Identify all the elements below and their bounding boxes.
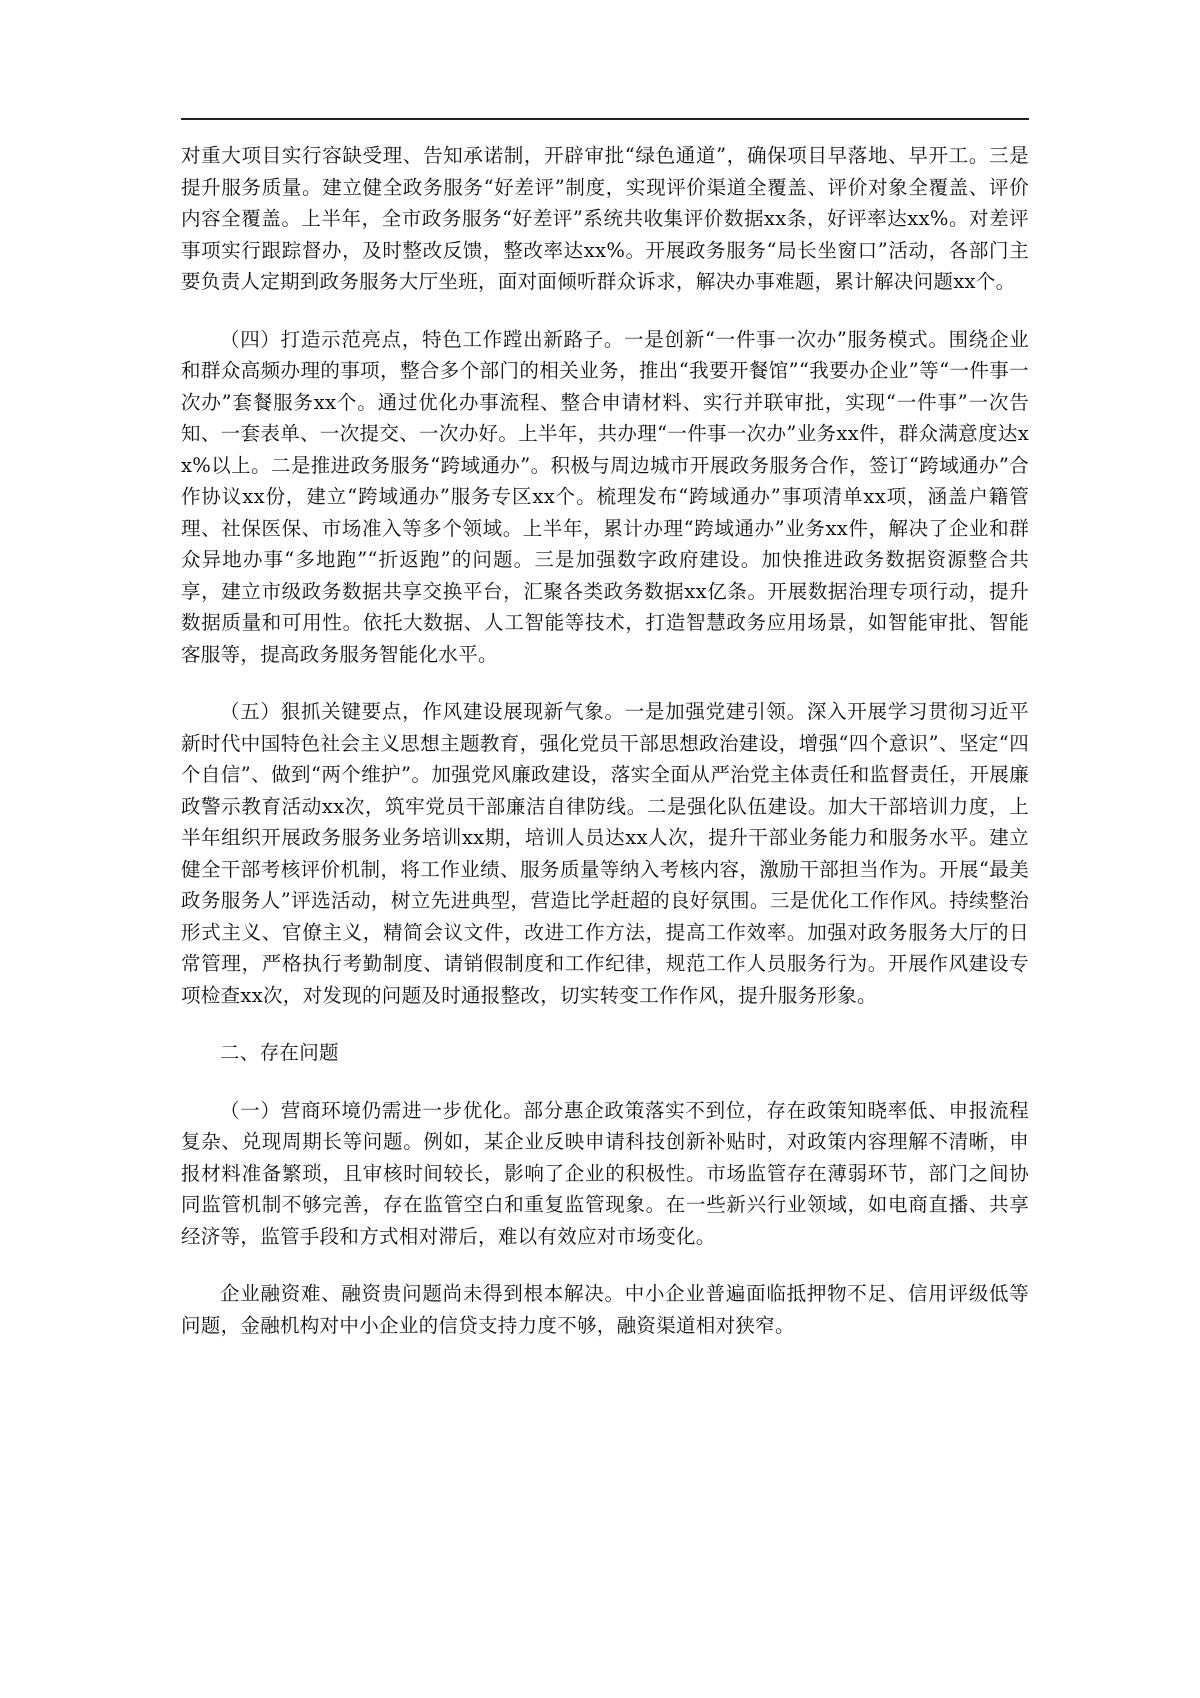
- header-rule: [181, 118, 1029, 120]
- paragraph-financing: 企业融资难、融资贵问题尚未得到根本解决。中小企业普遍面临抵押物不足、信用评级低等问题，金融机构对中小企业的信贷支持力度不够，融资渠道相对狭窄。: [181, 1282, 1029, 1337]
- section-heading-problems: 二、存在问题: [220, 1041, 339, 1064]
- paragraph-section-four: （四）打造示范亮点，特色工作蹚出新路子。一是创新“一件事一次办”服务模式。围绕企业和群众高频办理的事项，整合多个部门的相关业务，推出“我要开餐馆”“我要办企业”等“一件事一次办”套餐服务xx个。通过优化办事流程、整合申请材料、实行并联审批，实现“一件事”一次告知、一套表单、一次提交、一次办好。上半年，共办理“一件事一次办”业务xx件，群众满意度达xx%以上。二是推进政务服务“跨域通办”。积极与周边城市开展政务服务合作，签订“跨域通办”合作协议xx份，建立“跨域通办”服务专区xx个。梳理发布“跨域通办”事项清单xx项，涵盖户籍管理、社保医保、市场准入等多个领域。上半年，累计办理“跨域通办”业务xx件，解决了企业和群众异地办事“多地跑”“折返跑”的问题。三是加强数字政府建设。加快推进政务数据资源整合共享，建立市级政务数据共享交换平台，汇聚各类政务数据xx亿条。开展数据治理专项行动，提升数据质量和可用性。依托大数据、人工智能等技术，打造智慧政务应用场景，如智能审批、智能客服等，提高政务服务智能化水平。: [181, 327, 1029, 666]
- document-body: [181, 140, 1029, 1341]
- paragraph-section-five: （五）狠抓关键要点，作风建设展现新气象。一是加强党建引领。深入开展学习贯彻习近平新时代中国特色社会主义思想主题教育，强化党员干部思想政治建设，增强“四个意识”、坚定“四个自信”、做到“两个维护”。加强党风廉政建设，落实全面从严治党主体责任和监督责任，开展廉政警示教育活动xx次，筑牢党员干部廉洁自律防线。二是强化队伍建设。加大干部培训力度，上半年组织开展政务服务业务培训xx期，培训人员达xx人次，提升干部业务能力和服务水平。建立健全干部考核评价机制，将工作业绩、服务质量等纳入考核内容，激励干部担当作为。开展“最美政务服务人”评选活动，树立先进典型，营造比学赶超的良好氛围。三是优化工作作风。持续整治形式主义、官僚主义，精简会议文件，改进工作方法，提高工作效率。加强对政务服务大厅的日常管理，严格执行考勤制度、请销假制度和工作纪律，规范工作人员服务行为。开展作风建设专项检查xx次，对发现的问题及时通报整改，切实转变工作作风，提升服务形象。: [181, 700, 1029, 1007]
- paragraph-problem-one: （一）营商环境仍需进一步优化。部分惠企政策落实不到位，存在政策知晓率低、申报流程复杂、兑现周期长等问题。例如，某企业反映申请科技创新补贴时，对政策内容理解不清晰，申报材料准备繁琐，且审核时间较长，影响了企业的积极性。市场监管存在薄弱环节，部门之间协同监管机制不够完善，存在监管空白和重复监管现象。在一些新兴行业领域，如电商直播、共享经济等，监管手段和方式相对滞后，难以有效应对市场变化。: [181, 1098, 1029, 1248]
- paragraph-service-quality: 对重大项目实行容缺受理、告知承诺制，开辟审批“绿色通道”，确保项目早落地、早开工。三是提升服务质量。建立健全政务服务“好差评”制度，实现评价渠道全覆盖、评价对象全覆盖、评价内容全覆盖。上半年，全市政务服务“好差评”系统共收集评价数据xx条，好评率达xx%。对差评事项实行跟踪督办，及时整改反馈，整改率达xx%。开展政务服务“局长坐窗口”活动，各部门主要负责人定期到政务服务大厅坐班，面对面倾听群众诉求，解决办事难题，累计解决问题xx个。: [181, 144, 1029, 293]
